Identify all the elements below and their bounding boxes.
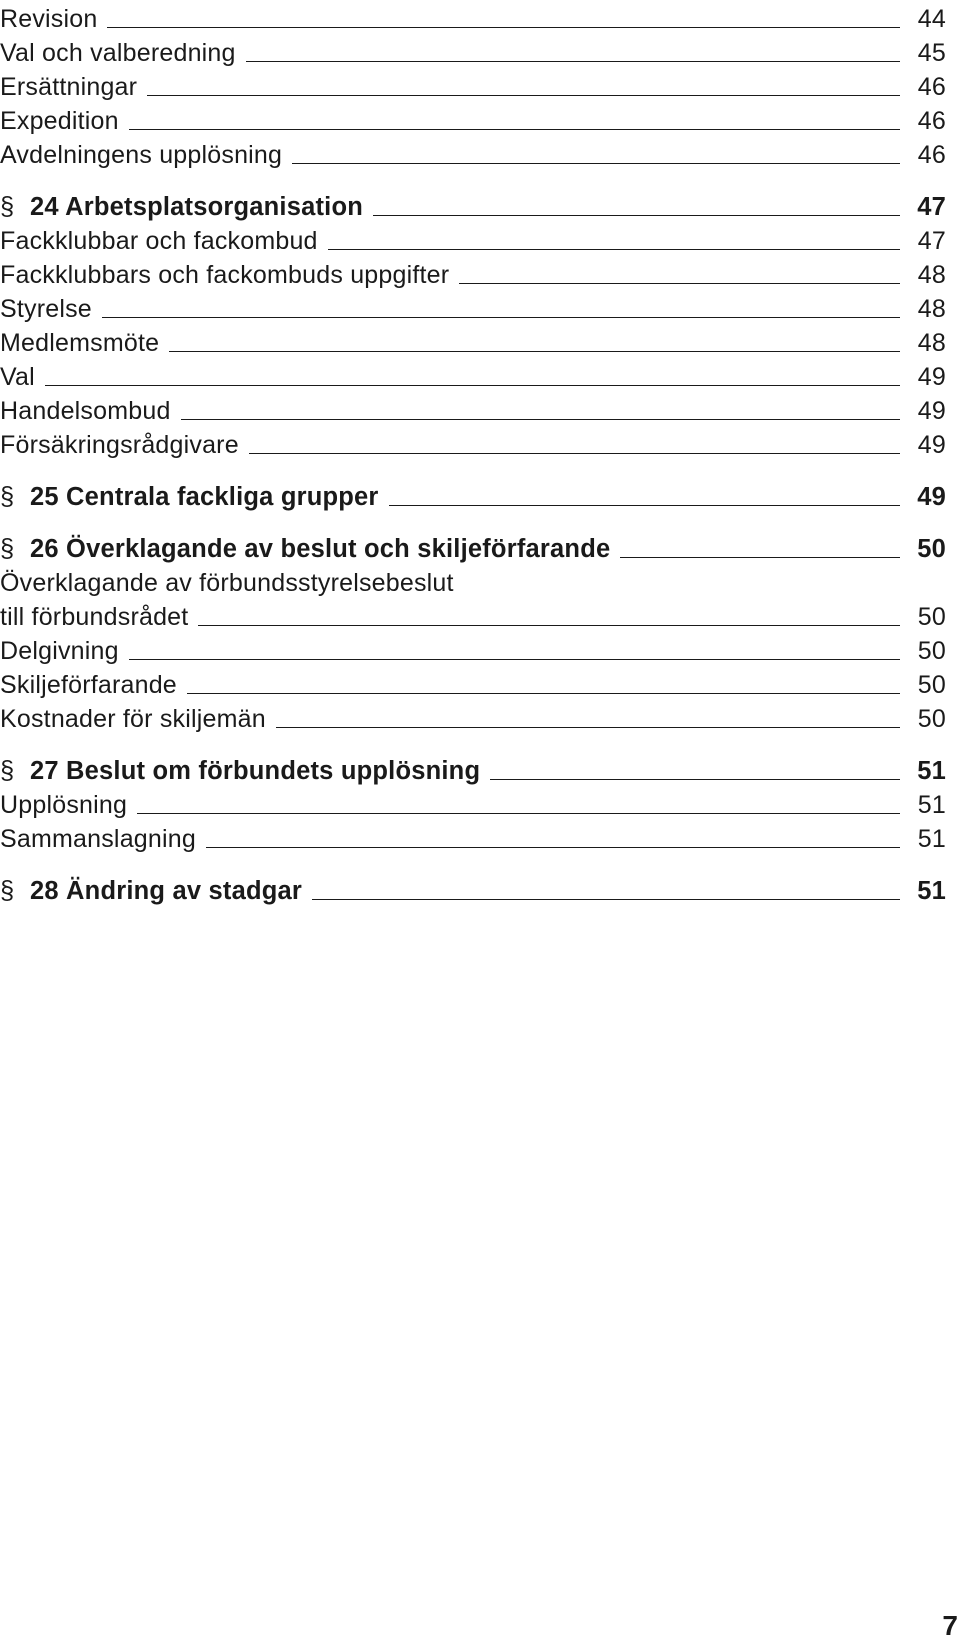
toc-section-entry[interactable]	[0, 478, 946, 512]
toc-entry-page: 50	[917, 705, 946, 733]
toc-leader-line	[169, 351, 900, 352]
toc-entry-label: Revision	[0, 5, 98, 33]
toc-entry-label: Val	[0, 363, 35, 391]
toc-entry-page: 46	[917, 73, 946, 101]
section-sign-icon: §	[0, 757, 15, 785]
toc-entry-label: Handelsombud	[0, 397, 171, 425]
toc-leader-line	[246, 61, 900, 62]
toc-entry[interactable]	[0, 290, 946, 324]
toc-entry-label: Försäkringsrådgivare	[0, 431, 239, 459]
toc-leader-line	[206, 847, 900, 848]
toc-entry-page: 45	[917, 39, 946, 67]
toc-leader-line	[312, 899, 900, 900]
toc-entry-page: 47	[917, 193, 946, 221]
toc-leader-line	[45, 385, 900, 386]
toc-entry[interactable]	[0, 324, 946, 358]
toc-entry[interactable]	[0, 700, 946, 734]
toc-leader-line	[187, 693, 900, 694]
toc-entry-page: 48	[917, 295, 946, 323]
toc-section-label: 25 Centrala fackliga grupper	[30, 483, 379, 511]
toc-entry-page: 51	[917, 757, 946, 785]
toc-entry[interactable]	[0, 222, 946, 256]
toc-section-entry[interactable]	[0, 530, 946, 564]
toc-entry-label: Sammanslagning	[0, 825, 196, 853]
toc-entry-label: Styrelse	[0, 295, 92, 323]
toc-entry[interactable]	[0, 632, 946, 666]
toc-entry-label: Skiljeförfarande	[0, 671, 177, 699]
toc-entry-page: 50	[917, 637, 946, 665]
toc-leader-line	[249, 453, 900, 454]
toc-leader-line	[102, 317, 900, 318]
toc-entry-page: 49	[917, 397, 946, 425]
toc-entry[interactable]	[0, 426, 946, 460]
toc-entry[interactable]	[0, 0, 946, 34]
toc-entry-label: Expedition	[0, 107, 119, 135]
toc-entry[interactable]	[0, 136, 946, 170]
toc-leader-line	[129, 129, 900, 130]
toc-leader-line	[328, 249, 900, 250]
section-sign-icon: §	[0, 483, 15, 511]
toc-entry-page: 48	[917, 329, 946, 357]
toc-entry[interactable]	[0, 820, 946, 854]
toc-entry-page: 46	[917, 107, 946, 135]
toc-entry-label: Medlemsmöte	[0, 329, 160, 357]
toc-section-entry[interactable]	[0, 188, 946, 222]
section-sign-icon: §	[0, 877, 15, 905]
toc-entry[interactable]	[0, 598, 946, 632]
toc-entry-label: Ersättningar	[0, 73, 138, 101]
toc-section-label: 27 Beslut om förbundets upplösning	[30, 757, 481, 785]
toc-entry-page: 48	[917, 261, 946, 289]
toc-leader-line	[620, 557, 900, 558]
toc-entry[interactable]	[0, 102, 946, 136]
toc-entry-page: 46	[917, 141, 946, 169]
toc-section-label: 24 Arbetsplatsorganisation	[30, 193, 364, 221]
toc-section-label: 28 Ändring av stadgar	[30, 877, 303, 905]
toc-entry-label: Upplösning	[0, 791, 128, 819]
toc-entry[interactable]	[0, 256, 946, 290]
toc-leader-line	[292, 163, 900, 164]
toc-entry-page: 51	[917, 877, 946, 905]
toc-leader-line	[129, 659, 900, 660]
toc-entry-page: 44	[917, 5, 946, 33]
toc-entry[interactable]	[0, 786, 946, 820]
toc-leader-line	[373, 215, 900, 216]
toc-entry-page: 50	[917, 671, 946, 699]
toc-leader-line	[198, 625, 900, 626]
toc-entry-page: 47	[917, 227, 946, 255]
toc-entry-page: 49	[917, 483, 946, 511]
toc-entry[interactable]	[0, 358, 946, 392]
toc-leader-line	[459, 283, 900, 284]
toc-leader-line	[389, 505, 900, 506]
section-sign-icon: §	[0, 193, 15, 221]
toc-leader-line	[276, 727, 900, 728]
toc-entry-page: 50	[917, 535, 946, 563]
toc-section-entry[interactable]	[0, 872, 946, 906]
toc-entry-label: Överklagande av förbundsstyrelsebeslut	[0, 569, 454, 597]
toc-entry-label: till förbundsrådet	[0, 603, 189, 631]
toc-leader-line	[181, 419, 900, 420]
toc-section-entry[interactable]	[0, 752, 946, 786]
toc-entry-label: Avdelningens upplösning	[0, 141, 283, 169]
toc-entry[interactable]	[0, 68, 946, 102]
toc-entry-page: 49	[917, 363, 946, 391]
toc-entry-page: 51	[917, 791, 946, 819]
toc-entry-label: Delgivning	[0, 637, 119, 665]
page-number: 7	[942, 1610, 958, 1641]
toc-entry[interactable]	[0, 666, 946, 700]
toc-leader-line	[107, 27, 900, 28]
toc-entry[interactable]	[0, 392, 946, 426]
toc-leader-line	[137, 813, 900, 814]
toc-entry-page: 49	[917, 431, 946, 459]
toc-section-label: 26 Överklagande av beslut och skiljeförfarande	[30, 535, 611, 563]
toc-entry-label: Kostnader för skiljemän	[0, 705, 266, 733]
toc-leader-line	[147, 95, 900, 96]
toc-entry-page: 51	[917, 825, 946, 853]
toc-entry-label: Fackklubbars och fackombuds uppgifter	[0, 261, 450, 289]
toc-entry-label: Fackklubbar och fackombud	[0, 227, 318, 255]
toc-entry[interactable]	[0, 564, 946, 598]
section-sign-icon: §	[0, 535, 15, 563]
toc-entry[interactable]	[0, 34, 946, 68]
toc-leader-line	[490, 779, 900, 780]
toc-entry-page: 50	[917, 603, 946, 631]
toc-entry-label: Val och valberedning	[0, 39, 236, 67]
